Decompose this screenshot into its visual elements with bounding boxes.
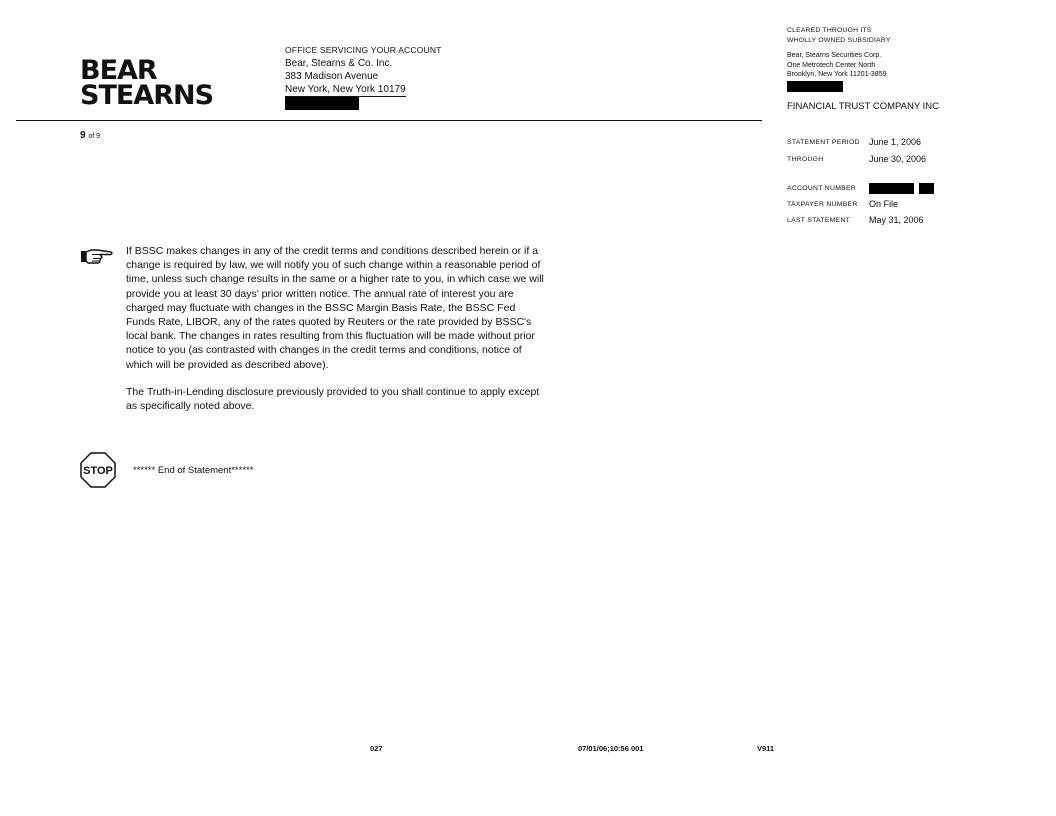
statement-period-label: STATEMENT PERIOD xyxy=(787,139,860,146)
footer-code: 027 xyxy=(370,744,383,753)
clearing-line-1: CLEARED THROUGH ITS xyxy=(787,27,872,34)
account-number-label: ACCOUNT NUMBER xyxy=(787,185,857,192)
through-label: THROUGH xyxy=(787,156,824,163)
disclosure-text xyxy=(126,244,546,426)
taxpayer-number-label: TAXPAYER NUMBER xyxy=(787,201,858,208)
end-of-statement: ****** End of Statement****** xyxy=(133,465,254,476)
office-street: 383 Madison Avenue xyxy=(285,71,379,82)
footer-timestamp: 07/01/06;10:56 001 xyxy=(578,744,644,753)
through-value: June 30, 2006 xyxy=(869,154,927,164)
logo-line-2: STEARNS xyxy=(80,80,214,111)
account-holder-name: FINANCIAL TRUST COMPANY INC xyxy=(787,101,940,112)
office-servicing-block xyxy=(285,44,442,110)
office-name: Bear, Stearns & Co. Inc. xyxy=(285,58,393,69)
clearing-name: Bear, Stearns Securities Corp. xyxy=(787,52,882,59)
statement-period-block xyxy=(787,137,1037,171)
last-statement-value: May 31, 2006 xyxy=(869,215,924,225)
office-city: New York, New York 10179 xyxy=(285,84,406,95)
header-divider xyxy=(16,120,762,121)
account-details-block xyxy=(787,182,1037,230)
stop-sign-icon xyxy=(80,452,116,488)
credit-terms-paragraph: If BSSC makes changes in any of the credit terms and conditions described herein or if a change is required by law, we will notify you of such change within a reasonable period of time, unless such change results in the same or a higher rate to you, in which case we will provide you at least 30 days' prior written notice. The annual rate of interest you are charged may fluctuate with changes in the BSSC Margin Basis Rate, the BSSC Fed Funds Rate, LIBOR, any of the rates quoted by Reuters or the rate provided by BSSC's local bank. The changes in rates resulting from this fluctuation will be made without prior notice to you (as contrasted with changes in the credit terms and conditions, notice of which will be provided as described above). xyxy=(126,245,544,371)
logo-line-1: BEAR xyxy=(80,55,157,86)
statement-period-value: June 1, 2006 xyxy=(869,137,922,147)
clearing-street: One Metrotech Center North xyxy=(787,61,876,69)
page-total: of 9 xyxy=(88,133,101,140)
truth-in-lending-paragraph: The Truth-in-Lending disclosure previously provided to you shall continue to apply except as specifically noted above. xyxy=(126,385,540,413)
page-current: 9 xyxy=(80,130,86,141)
stop-sign-text: STOP xyxy=(83,465,113,477)
clearing-city: Brooklyn, New York 11201-3859 xyxy=(787,71,887,78)
page-number xyxy=(80,130,100,141)
pointing-hand-icon xyxy=(80,246,114,266)
last-statement-label: LAST STATEMENT xyxy=(787,217,851,224)
clearing-line-2: WHOLLY OWNED SUBSIDIARY xyxy=(787,36,891,44)
footer-version: V911 xyxy=(757,744,775,753)
office-header: OFFICE SERVICING YOUR ACCOUNT xyxy=(285,45,442,55)
account-number-redacted xyxy=(869,183,934,194)
redaction-bar xyxy=(787,81,843,92)
redaction-bar xyxy=(285,97,359,110)
clearing-firm-block xyxy=(787,26,1037,92)
taxpayer-number-value: On File xyxy=(869,199,899,209)
bear-stearns-logo xyxy=(80,55,214,111)
